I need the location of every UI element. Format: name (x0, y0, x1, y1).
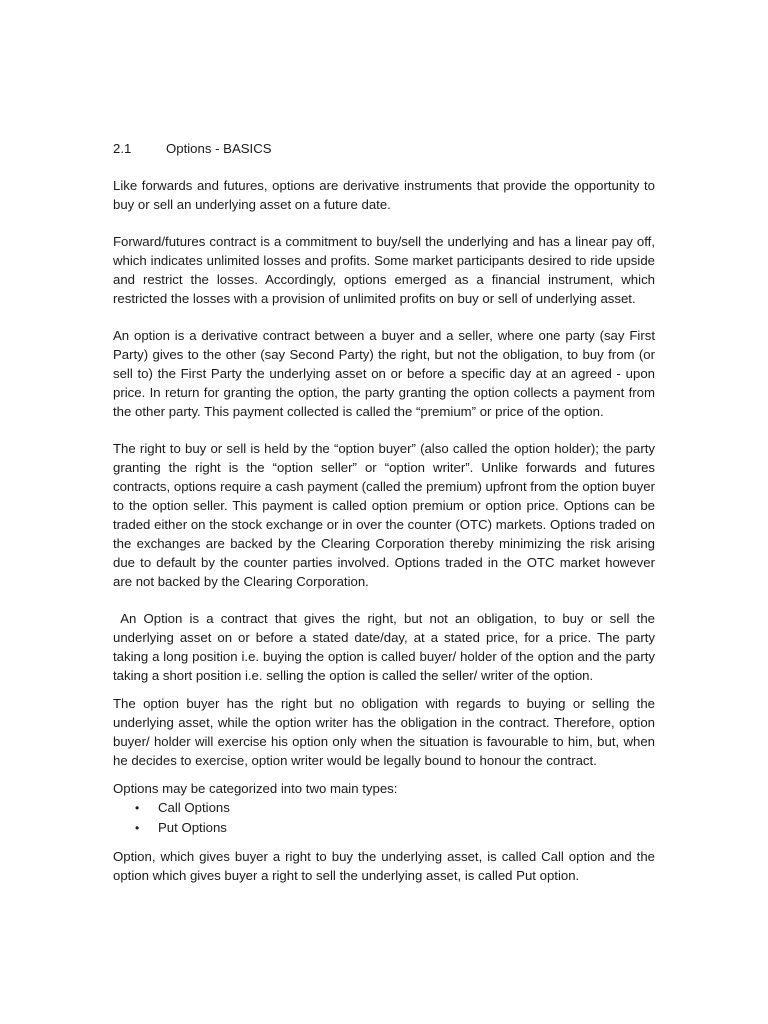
paragraph-forward-futures: Forward/futures contract is a commitment to buy/sell the underlying and has a linear pay off, which indicates unlimited losses and profits. Some market participants desired to ride upside and restrict the losses. Accordingly, options emerged as a financial instrument, which restricted the losses with a provision of unlimited profits on buy or sell of underlying asset. (113, 234, 655, 306)
bullet-icon: • (135, 801, 140, 815)
paragraph-contract: An Option is a contract that gives the right, but not an obligation, to buy or sell the underlying asset on or before a stated date/day, at a stated price, for a price. The party taking a long position i.e. buying the option is called buyer/ holder of the option and the party taking a short position i.e. selling the option is called the seller/ writer of the option. (113, 611, 659, 683)
list-item-label: Put Options (158, 820, 227, 835)
section-number: 2.1 (113, 141, 132, 156)
paragraph-obligation: The option buyer has the right but no obligation with regards to buying or selling the underlying asset, while the option writer has the obligation in the contract. Therefore, option buyer/ holder will exercise his option only when the situation is favourable to him, but, when he decides to exercise, option writer would be legally bound to honour the contract. (113, 696, 655, 768)
list-item-label: Call Options (158, 800, 230, 815)
paragraph-buyer-seller: The right to buy or sell is held by the “option buyer” (also called the option holder); the party granting the right is the “option seller” or “option writer”. Unlike forwards and futures contracts, options require a cash payment (called the premium) upfront from the option buyer to the option seller. This payment is called option premium or option price. Options can be traded either on the stock exchange or in over the counter (OTC) markets. Options traded on the exchanges are backed by the Clearing Corporation thereby minimizing the risk arising due to default by the counter parties involved. Options traded in the OTC market however are not backed by the Clearing Corporation. (113, 441, 655, 589)
bullet-icon: • (135, 821, 140, 835)
paragraph-closing: Option, which gives buyer a right to buy the underlying asset, is called Call option and the option which gives buyer a right to sell the underlying asset, is called Put option. (113, 849, 655, 883)
paragraph-option-definition: An option is a derivative contract between a buyer and a seller, where one party (say First Party) gives to the other (say Second Party) the right, but not the obligation, to buy from (or sell to) the First Party the underlying asset on or before a specific day at an agreed - upon price. In return for granting the option, the party granting the option collects a payment from the other party. This payment collected is called the “premium” or price of the option. (113, 328, 655, 419)
document-page (113, 139, 659, 885)
paragraph-intro: Like forwards and futures, options are derivative instruments that provide the opportunity to buy or sell an underlying asset on a future date. (113, 178, 655, 212)
section-heading (113, 139, 655, 158)
list-item (113, 798, 655, 818)
list-item (113, 818, 655, 838)
option-types-list (113, 798, 655, 838)
paragraph-types-intro: Options may be categorized into two main types: (113, 781, 398, 796)
section-title: Options - BASICS (166, 141, 272, 156)
